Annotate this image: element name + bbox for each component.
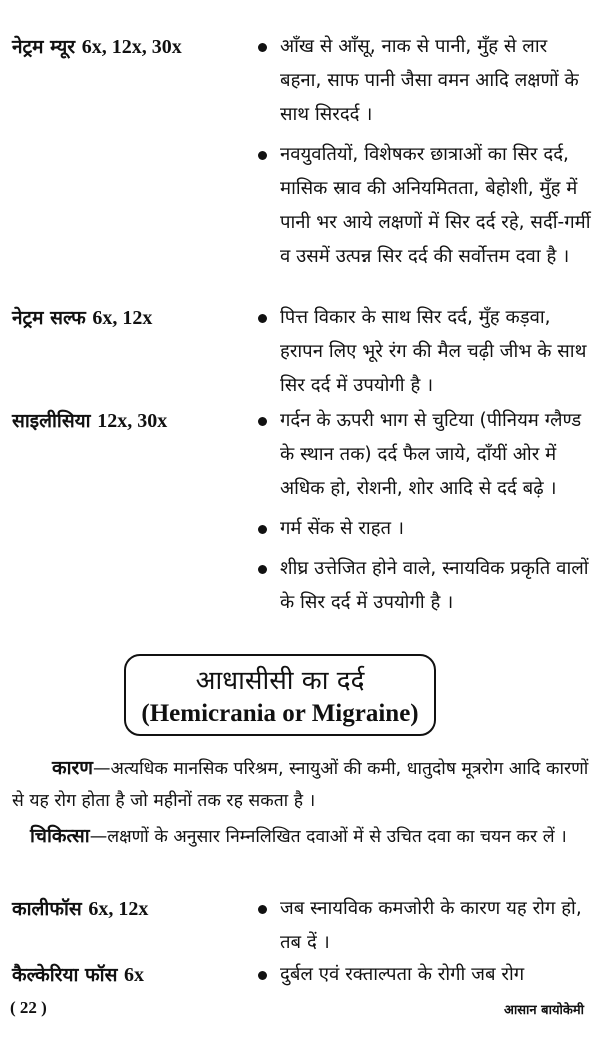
symptom-text: जब स्नायविक कमजोरी के कारण यह रोग हो, तब दें ।: [280, 898, 582, 953]
remedy-name: [12, 958, 144, 992]
section-title-english: (Hemicrania or Migraine): [141, 700, 419, 727]
remedy-potency: 6x, 12x: [92, 307, 153, 329]
remedy-name: [12, 301, 152, 335]
bullet-icon: [258, 905, 267, 914]
treatment-label: चिकित्सा: [30, 825, 90, 847]
symptom-text: दुर्बल एवं रक्ताल्पता के रोगी जब रोग: [280, 964, 525, 985]
cause-text: —अत्यधिक मानसिक परिश्रम, स्नायुओं की कमी, धातुदोष मूत्ररोग आदि कारणों से यह रोग होता है जो महीनों तक रह सकता है ।: [12, 759, 589, 811]
remedy-potency: 6x: [124, 964, 145, 986]
symptom-list: [256, 404, 592, 626]
remedy-potency: 6x, 12x: [88, 898, 149, 920]
remedy-name-text: नेट्रम सल्फ: [12, 307, 86, 329]
symptom-text: आँख से आँसू, नाक से पानी, मुँह से लार बहना, साफ पानी जैसा वमन आदि लक्षणों के साथ सिरदर्द ।: [280, 36, 579, 125]
cause-paragraph: [12, 752, 590, 817]
symptom-item: [256, 512, 592, 546]
bullet-icon: [258, 417, 267, 426]
symptom-text: पित्त विकार के साथ सिर दर्द, मुँह कड़वा, हरापन लिए भूरे रंग की मैल चढ़ी जीभ के साथ सिर दर्द में उपयोगी है ।: [280, 307, 587, 396]
remedy-name: [12, 404, 167, 438]
symptom-list: [256, 301, 592, 409]
treatment-text: —लक्षणों के अनुसार निम्नलिखित दवाओं में से उचित दवा का चयन कर लें ।: [89, 827, 567, 847]
remedy-name-text: नेट्रम म्यूर: [12, 36, 76, 58]
symptom-item: [256, 30, 592, 132]
symptom-item: [256, 552, 592, 620]
remedy-name-text: कालीफॉस: [12, 898, 82, 920]
symptom-list: [256, 958, 592, 998]
symptom-text: गर्दन के ऊपरी भाग से चुटिया (पीनियम ग्लैण्ड के स्थान तक) दर्द फैल जाये, दाँयीं ओर में अधिक हो, रोशनी, शोर आदि से दर्द बढ़े ।: [280, 410, 582, 499]
symptom-list: [256, 30, 592, 280]
remedy-name-text: कैल्केरिया फॉस: [12, 964, 118, 986]
symptom-text: शीघ्र उत्तेजित होने वाले, स्नायविक प्रकृति वालों के सिर दर्द में उपयोगी है ।: [280, 558, 589, 613]
symptom-item: [256, 404, 592, 506]
section-heading-box: [124, 654, 436, 736]
symptom-item: [256, 301, 592, 403]
remedy-potency: 6x, 12x, 30x: [81, 36, 182, 58]
bullet-icon: [258, 565, 267, 574]
symptom-item: [256, 958, 592, 992]
remedy-name: [12, 892, 148, 926]
remedy-name-text: साइलीसिया: [12, 410, 91, 432]
bullet-icon: [258, 151, 267, 160]
symptom-text: नवयुवतियों, विशेषकर छात्राओं का सिर दर्द, मासिक स्राव की अनियमितता, बेहोशी, मुँह में पानी भर आये लक्षणों में सिर दर्द रहे, सर्दी-गर्मी व उसमें उत्पन्न सिर दर्द की सर्वोत्तम दवा है ।: [280, 144, 591, 267]
remedy-name: [12, 30, 182, 64]
page-number: ( 22 ): [10, 998, 47, 1017]
bullet-icon: [258, 43, 267, 52]
cause-label: कारण: [52, 757, 94, 779]
bullet-icon: [258, 971, 267, 980]
section-title-hindi: आधासीसी का दर्द: [195, 666, 365, 696]
symptom-text: गर्म सेंक से राहत ।: [280, 518, 404, 539]
bullet-icon: [258, 525, 267, 534]
bullet-icon: [258, 314, 267, 323]
symptom-item: [256, 892, 592, 960]
treatment-paragraph: [12, 820, 590, 853]
symptom-item: [256, 138, 592, 274]
book-title: आसान बायोकेमी: [503, 1003, 584, 1018]
remedy-potency: 12x, 30x: [97, 410, 168, 432]
symptom-list: [256, 892, 592, 966]
